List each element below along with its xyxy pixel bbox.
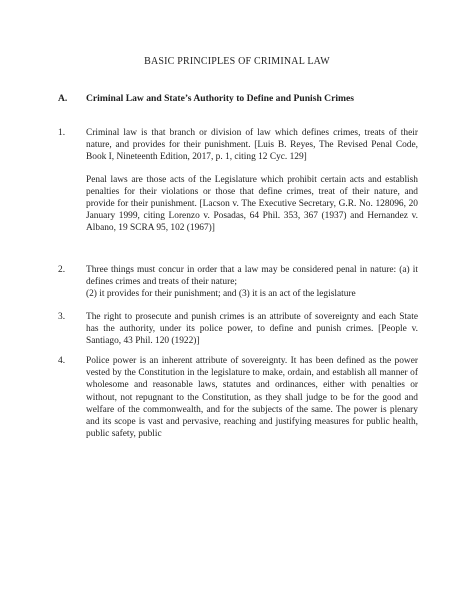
item-number: 3. xyxy=(58,312,66,322)
list-item-2 xyxy=(58,264,418,301)
item-paragraph: Police power is an inherent attribute of sovereignty. It has been defined as the power vested by the Constitution in the legislature to make, ordain, and establish all manner of wholesome and reasonable laws, statutes and ordinances, either with penalties or without, not repugnant to the Constitution, as they shall judge to be for the good and welfare of the commonwealth, and for the subjects of the same. The power is plenary and its scope is vast and pervasive, reaching and justifying measures for public health, public safety, public xyxy=(86,356,418,440)
section-heading-text: Criminal Law and State’s Authority to Define and Punish Crimes xyxy=(86,93,355,104)
section-letter: A. xyxy=(58,93,68,104)
item-body xyxy=(86,264,418,301)
item-number: 2. xyxy=(58,265,66,275)
item-body xyxy=(86,311,418,348)
list-item-3 xyxy=(58,311,418,348)
item-line: (2) it provides for their punishment; and (3) it is an act of the legislature xyxy=(86,289,356,300)
item-paragraph: Criminal law is that branch or division of law which defines crimes, treats of their nature, and provides for their punishment. [Luis B. Reyes, The Revised Penal Code, Book I, Nineteenth Edition, 2017, p. 1, citing 12 Cyc. 129] xyxy=(86,128,418,163)
item-paragraph: Penal laws are those acts of the Legislature which prohibit certain acts and establish penalties for their violations or those that define crimes, treat of their nature, and provide for their punishment. [Lacson v. The Executive Secretary, G.R. No. 128096, 20 January 1999, citing Lorenzo v. Posadas, 64 Phil. 353, 367 (1937) and Hernandez v. Albano, 19 SCRA 95, 102 (1967)] xyxy=(86,174,418,234)
item-line: Three things must concur in order that a law may be considered penal in nature: (a) it defines crimes and treats of their nature; xyxy=(86,265,418,288)
list-item-4 xyxy=(58,355,418,440)
item-body xyxy=(86,355,418,440)
list-item-1 xyxy=(58,127,418,235)
item-number: 1. xyxy=(58,128,66,138)
item-body xyxy=(86,127,418,235)
item-paragraph: The right to prosecute and punish crimes is an attribute of sovereignty and each State has the authority, under its police power, to define and punish crimes. [People v. Santiago, 43 Phil. 120 (1922)] xyxy=(86,312,418,347)
document-title: BASIC PRINCIPLES OF CRIMINAL LAW xyxy=(144,56,330,67)
item-number: 4. xyxy=(58,356,66,366)
